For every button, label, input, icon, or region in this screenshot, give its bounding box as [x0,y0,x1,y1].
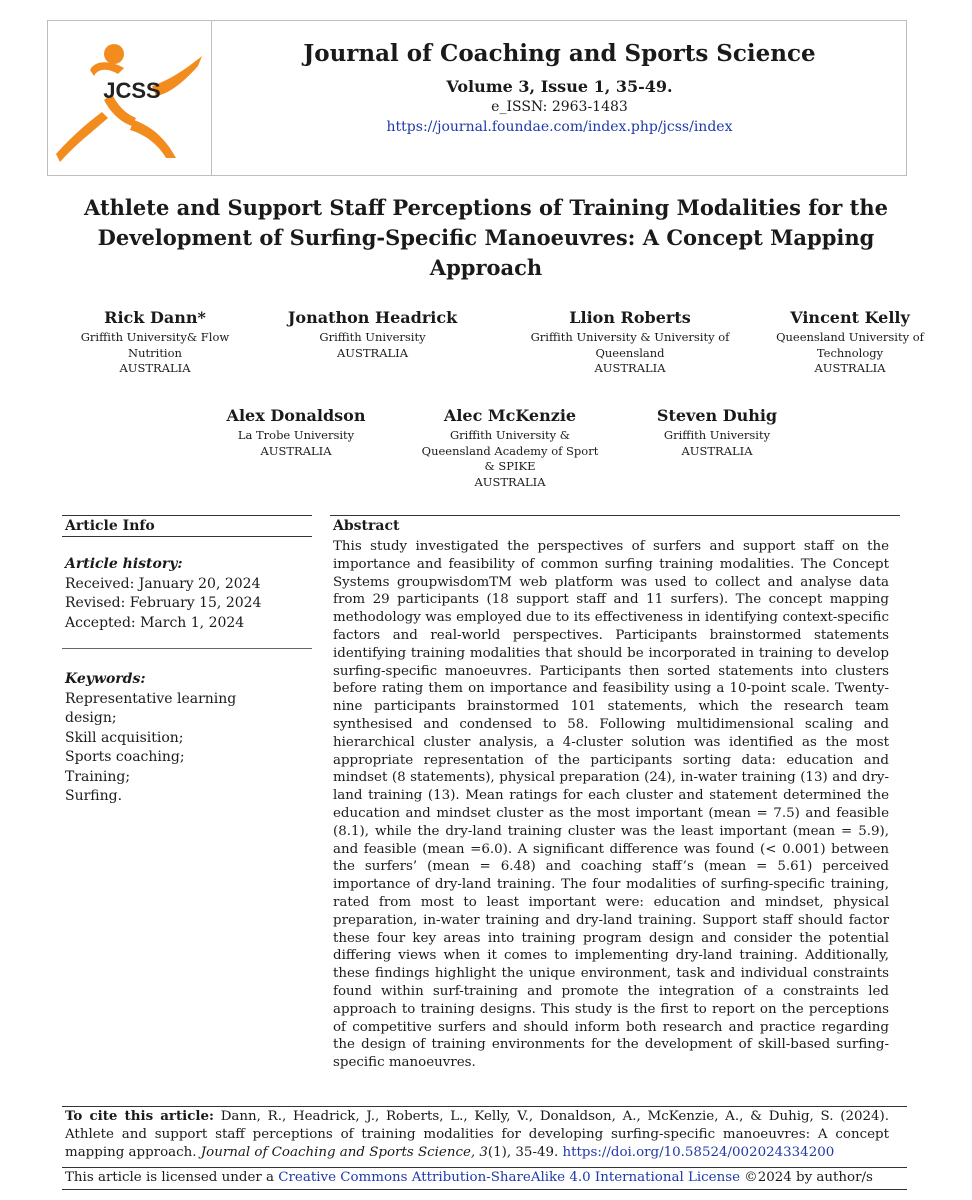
keyword: Sports coaching; [65,749,185,765]
citation-label: To cite this article: [65,1108,214,1124]
aff-line: Technology [816,345,884,360]
aff-line: Griffith University & [449,428,571,442]
author-block [640,406,794,459]
aff-line: AUSTRALIA [119,361,191,375]
journal-url-link[interactable]: https://journal.foundae.com/index.php/jcss/index [386,119,733,135]
author-name: Rick Dann* [104,308,206,327]
citation-block [65,1108,889,1161]
journal-issn: e_ISSN: 2963-1483 [491,99,628,115]
citation-issue: (1), 35-49. [487,1144,559,1160]
license-top-rule [62,1167,907,1168]
jcss-logo [52,40,207,165]
author-affiliation [640,428,794,459]
keyword: design; [65,710,117,726]
citation-top-rule [62,1106,907,1107]
author-block [210,406,382,459]
abstract-heading: Abstract [333,518,400,534]
aff-line: Queensland University of [776,330,924,344]
abstract-text: This study investigated the perspectives of surfers and support staff on the importance and feasibility of common surfing training modalities. The Concept Systems groupwisdomTM web platform was used to collect and analyse data from 29 participants (18 support staff and 11 surfers). The concept mapping methodology was employed due to its effectiveness in identifying context-specific factors and real-world perspectives. Participants brainstormed statements identifying training modalities that should be incorporated in training to develop surfing-specific manoeuvres. Participants then sorted statements into clusters before rating them on importance and feasibility using a 10-point scale. Twenty-nine participants brainstormed 101 statements, which the research team synthesised and condensed to 58. Following multidimensional scaling and hierarchical cluster analysis, a 4-cluster solution was identified as the most appropriate representation of the participants sorting data: education and mindset (8 statements), physical preparation (24), in-water training (13) and dry-land training (13). Mean ratings for each cluster and statement determined the education and mindset cluster as the most important (mean = 7.5) and feasible (8.1), while the dry-land training cluster was the least important (mean = 5.9), and feasible (mean =6.0). A significant difference was found (< 0.001) between the surfers’ (mean = 6.48) and coaching staff’s (mean = 5.61) perceived importance of dry-land training. The four modalities of surfing-specific training, rated from most to least important were: education and mindset, physical preparation, in-water training and dry-land training. Support staff should factor these four key areas into training program design and consider the potential differing views when it comes to implementing dry-land training. Additionally, these findings highlight the unique environment, task and individual constraints found within surf-training and promote the integration of a constraints led approach to training designs. This study is the first to report on the perceptions of competitive surfers and should inform both research and practice regarding the design of training environments for the development of skill-based surfing-specific manoeuvres. [333,539,889,1071]
author-affiliation [770,330,930,377]
aff-line: Queensland [595,345,665,360]
license-suffix: ©2024 by author/s [744,1170,873,1185]
license-prefix: This article is licensed under a [65,1170,275,1185]
abstract-top-rule [330,515,900,516]
title-line-3: Approach [429,255,543,280]
aff-line: Griffith University& Flow [80,330,230,344]
article-info-top-rule [62,515,312,516]
author-affiliation [410,428,610,490]
logo-text: JCSS [103,78,161,103]
aff-line: Griffith University [663,428,771,442]
accepted-date: Accepted: March 1, 2024 [65,614,245,631]
keywords-block [65,670,310,807]
author-affiliation [70,330,240,377]
aff-line: AUSTRALIA [260,443,332,458]
keyword: Surfing. [65,788,123,804]
article-info-heading: Article Info [65,518,155,534]
author-block [770,308,930,377]
aff-line: Queensland Academy of Sport [421,443,599,458]
author-block [70,308,240,377]
author-name: Alex Donaldson [226,406,366,425]
author-affiliation [210,428,382,459]
author-name: Vincent Kelly [790,308,910,327]
author-name: Steven Duhig [656,406,778,425]
author-block [270,308,475,361]
article-history [65,555,310,633]
author-block [520,308,740,377]
aff-line: La Trobe University [237,428,355,442]
author-affiliation [520,330,740,377]
title-line-1: Athlete and Support Staff Perceptions of Training Modalities for the [84,195,888,220]
aff-line: & SPIKE [484,459,536,473]
license-bottom-rule [62,1189,907,1190]
aff-line: Nutrition [128,345,182,360]
keywords-label: Keywords: [65,671,146,687]
received-date: Received: January 20, 2024 [65,575,261,592]
journal-volume: Volume 3, Issue 1, 35-49. [446,77,673,96]
aff-line: AUSTRALIA [337,345,408,360]
revised-date: Revised: February 15, 2024 [65,595,262,611]
aff-line: Griffith University & University of [530,330,730,344]
journal-name: Journal of Coaching and Sports Science [303,40,816,67]
aff-line: AUSTRALIA [474,474,546,489]
info-divider [62,648,312,649]
keyword: Skill acquisition; [65,729,184,746]
aff-line: AUSTRALIA [594,361,666,375]
author-block [410,406,610,490]
title-line-2: Development of Surfing-Specific Manoeuvres: A Concept Mapping [97,225,875,250]
keyword: Training; [65,768,131,785]
aff-line: AUSTRALIA [681,443,753,458]
author-affiliation [270,330,475,361]
author-name: Llion Roberts [569,308,691,327]
author-name: Jonathon Headrick [287,308,458,327]
license-link[interactable]: Creative Commons Attribution-ShareAlike 4.0 International License [278,1170,741,1185]
aff-line: AUSTRALIA [814,361,886,375]
aff-line: Griffith University [319,330,426,344]
author-name: Alec McKenzie [443,406,577,425]
article-info-under-rule [62,536,312,537]
paper-title [60,193,912,283]
citation-text: Dann, R., Headrick, J., Roberts, L., Kelly, V., Donaldson, A., McKenzie, A., & Duhig, S. (2024). Athlete and support staff perceptions of training modalities for developing surfing-specific manoeuvres: A concept mapping approach. [65,1109,889,1160]
license-line [65,1169,905,1187]
history-label: Article history: [65,556,183,572]
keyword: Representative learning [65,690,237,707]
citation-journal: Journal of Coaching and Sports Science, 3 [200,1144,488,1160]
citation-doi-link[interactable]: https://doi.org/10.58524/002024334200 [562,1144,835,1160]
